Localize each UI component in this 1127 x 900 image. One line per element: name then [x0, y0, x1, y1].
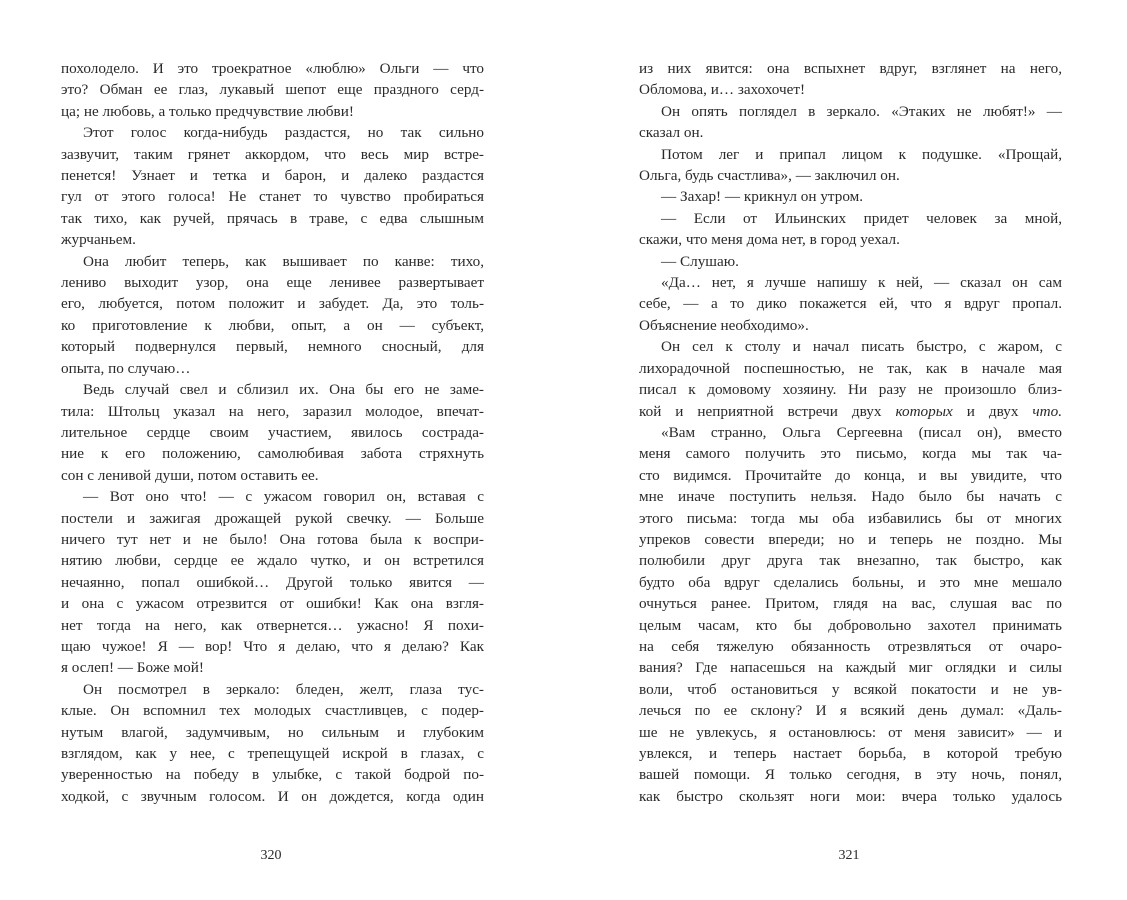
- text-line: Он сел к столу и начал писать быстро, с жаром, с: [661, 338, 1062, 356]
- text-line: я ослеп! — Боже мой!: [61, 659, 204, 677]
- text-line: опыта, по случаю…: [61, 359, 191, 377]
- text-line: нятию любви, сердце ее ждало чутко, и он встретился: [61, 552, 484, 570]
- text-line: [639, 401, 1062, 422]
- italic-word: что.: [1032, 402, 1063, 420]
- text-line: полюбили друг друга так внезапно, так быстро, как: [639, 552, 1062, 570]
- text-line: — Если от Ильинских придет человек за мной,: [661, 209, 1062, 227]
- text-line: похолодело. И это троекратное «люблю» Ольги — что: [61, 60, 484, 77]
- text-line: упреков совести впереди; но и теперь не поздно. Мы: [639, 530, 1062, 548]
- text-line: Обломова, и… захохочет!: [639, 81, 806, 99]
- text-line: из них явится: она вспыхнет вдруг, взглянет на него,: [639, 60, 1062, 77]
- text-line: меня самого получить это письмо, когда мы так ча-: [639, 445, 1062, 463]
- text-line: лихорадочной поспешностью, не так, как в начале мая: [639, 359, 1062, 377]
- text-line: — Вот оно что! — с ужасом говорил он, вставая с: [83, 488, 484, 506]
- paragraph: [61, 58, 484, 122]
- text-line: сто видимся. Прочитайте до конца, и вы увидите, что: [639, 466, 1062, 484]
- text-line: нечаянно, попал ошибкой… Другой только явится —: [61, 573, 484, 591]
- page-number-left: 320: [260, 848, 282, 863]
- text-line: и она с ужасом отрезвится от ошибки! Как она взгля-: [61, 595, 484, 613]
- text-line: Ольга, будь счастлива», — заключил он.: [639, 167, 900, 185]
- text-line: вания? Где напасешься на каждый миг оглядки и силы: [639, 659, 1062, 677]
- text-line: это? Обман ее глаз, лукавый шепот еще праздного серд-: [61, 81, 484, 99]
- text-line: нутым влагой, задумчивым, но сильным и глубоким: [61, 723, 484, 741]
- paragraph: [639, 144, 1062, 187]
- text-line: очнуться ранее. Притом, глядя на вас, слушая вас по: [639, 595, 1062, 613]
- text-line: этого письма: тогда мы оба избавились бы от многих: [639, 509, 1062, 527]
- text-line: сон с ленивой души, потом оставить ее.: [61, 466, 319, 484]
- text-line: клые. Он вспомнил тех молодых счастливцев, с подер-: [61, 702, 484, 720]
- text-line: «Вам странно, Ольга Сергеевна (писал он), вместо: [661, 423, 1062, 441]
- text-line: ходкой, с звучным голосом. И он дождется, когда один: [61, 787, 484, 805]
- text-line: — Слушаю.: [661, 252, 739, 270]
- text-line: — Захар! — крикнул он утром.: [661, 188, 864, 206]
- italic-word: которых: [895, 402, 953, 420]
- text-line: скажи, что меня дома нет, в город уехал.: [639, 231, 900, 249]
- text-line: Он посмотрел в зеркало: бледен, желт, глаза тус-: [83, 680, 484, 698]
- text-line: ко приготовление к любви, опыт, а он — субъект,: [61, 316, 484, 334]
- text-line: гул от этого голоса! Не станет то чувство пробираться: [61, 188, 484, 206]
- left-page: [61, 58, 484, 807]
- text-line: лечься по ее склону? И я всякий день думал: «Даль-: [639, 702, 1062, 720]
- paragraph: [639, 208, 1062, 251]
- text-line: ние к его положению, самолюбивая забота стряхнуть: [61, 445, 484, 463]
- text-line: так тихо, как ручей, прячась в траве, с едва слышным: [61, 209, 484, 227]
- text-line: пенется! Узнает и тетка и барон, и далеко раздастся: [61, 167, 484, 185]
- paragraph: [639, 58, 1062, 101]
- text-line: журчаньем.: [61, 231, 136, 249]
- text-fragment: кой и неприятной встречи двух: [639, 402, 882, 420]
- text-line: воли, чтоб остановиться у всякой покатости и не ув-: [639, 680, 1062, 698]
- text-line: лительное сердце своим участием, явилось сострада-: [61, 423, 484, 441]
- paragraph: [61, 251, 484, 379]
- text-line: лениво выходит узор, она еще ленивее развертывает: [61, 274, 484, 292]
- text-line: ше не увлекусь, я остановлюсь: от меня зависит» — и: [639, 723, 1062, 741]
- text-line: Потом лег и припал лицом к подушке. «Прощай,: [661, 145, 1062, 163]
- text-line: его, любуется, потом положит и забудет. Да, это толь-: [61, 295, 484, 313]
- text-fragment: и двух: [966, 402, 1019, 420]
- text-line: нет тогда на него, как отвернется… ужасно! Я похи-: [61, 616, 484, 634]
- text-line: мне иначе поступить нельзя. Надо было бы начать с: [639, 488, 1062, 506]
- paragraph: [639, 251, 1062, 272]
- paragraph: [61, 486, 484, 679]
- paragraph: [61, 122, 484, 250]
- text-line: как быстро скользят ноги мои: вчера только удалось: [639, 787, 1062, 805]
- text-line: ничего тут нет и не было! Она готова была к воспри-: [61, 530, 484, 548]
- text-line: Объяснение необходимо».: [639, 316, 809, 334]
- text-line: щаю чужое! Я — вор! Что я делаю, что я делаю? Как: [61, 637, 484, 655]
- paragraph: [639, 336, 1062, 422]
- text-line: писал к домовому хозяину. Ни разу не произошло близ-: [639, 381, 1062, 399]
- paragraph: [639, 422, 1062, 807]
- text-line: Этот голос когда-нибудь раздастся, но так сильно: [83, 124, 484, 142]
- text-line: зазвучит, таким грянет аккордом, что весь мир встре-: [61, 145, 484, 163]
- text-line: который подвернулся первый, немного сносный, для: [61, 338, 484, 356]
- text-line: себе, — а то дико покажется ей, что я вдруг пропал.: [639, 295, 1062, 313]
- text-line: будто оба вдруг сделались больны, и это мне мешало: [639, 573, 1062, 591]
- page-number-right: 321: [838, 848, 860, 863]
- text-line: тила: Штольц указал на него, заразил молодое, впечат-: [61, 402, 484, 420]
- text-line: целым часам, кто бы добровольно захотел принимать: [639, 616, 1062, 634]
- text-line: Ведь случай свел и сблизил их. Она бы его не заме-: [83, 381, 484, 399]
- text-line: Он опять поглядел в зеркало. «Этаких не любят!» —: [661, 102, 1062, 120]
- paragraph: [61, 679, 484, 807]
- paragraph: [639, 101, 1062, 144]
- text-line: сказал он.: [639, 124, 704, 142]
- text-line: ца; не любовь, а только предчувствие любви!: [61, 102, 354, 120]
- text-line: вашей помощи. Я только сегодня, в эту ночь, понял,: [639, 766, 1062, 784]
- text-line: взглядом, как у нее, с трепещущей искрой в глазах, с: [61, 745, 484, 762]
- right-page: [639, 58, 1062, 807]
- paragraph: [61, 379, 484, 486]
- text-line: увлекся, и теперь настает борьба, в которой требую: [639, 745, 1062, 762]
- text-line: постели и зажигая дрожащей рукой свечку. — Больше: [61, 509, 484, 527]
- text-line: уверенностью на победу в улыбке, с такой бодрой по-: [61, 766, 484, 784]
- text-line: Она любит теперь, как вышивает по канве: тихо,: [83, 252, 484, 270]
- paragraph: [639, 186, 1062, 207]
- paragraph: [639, 272, 1062, 336]
- text-line: на себя тяжелую обязанность отрезвляться от очаро-: [639, 637, 1062, 655]
- text-line: «Да… нет, я лучше напишу к ней, — сказал он сам: [661, 274, 1062, 292]
